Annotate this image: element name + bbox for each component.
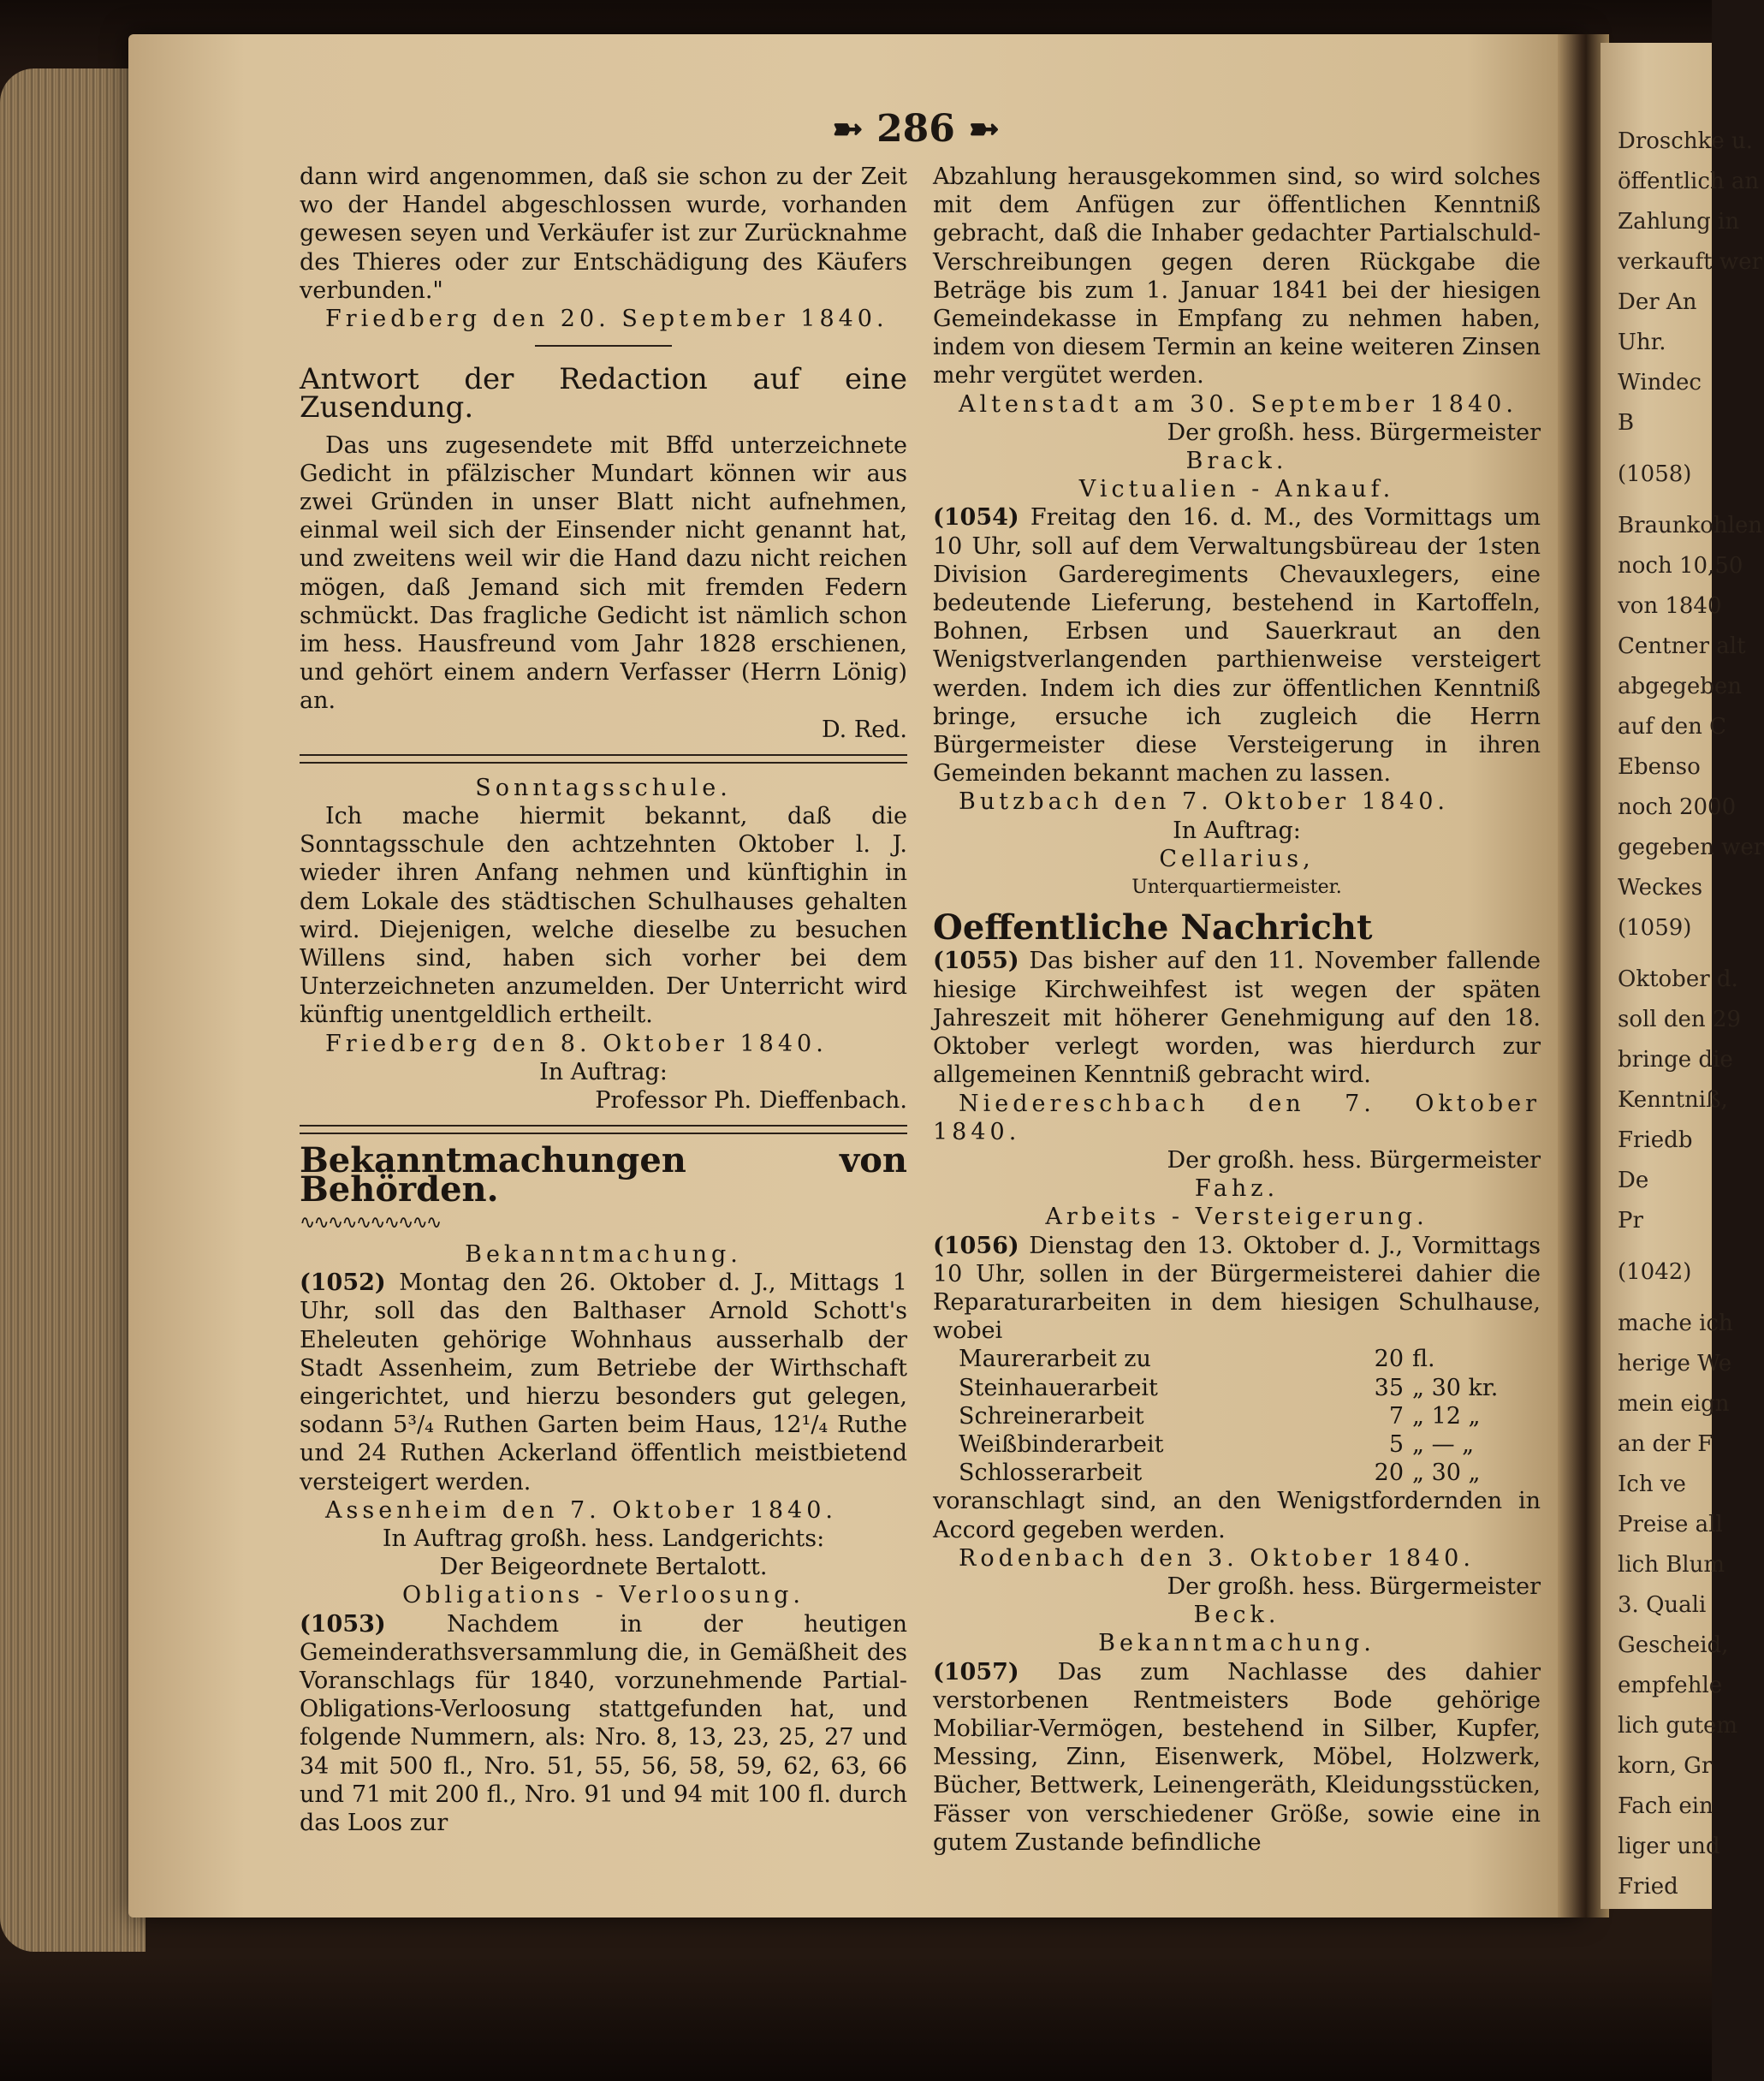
- section-heading: Arbeits - Versteigerung.: [1045, 1204, 1428, 1231]
- signature-place: Assenheim den 7. Oktober 1840.: [325, 1496, 837, 1524]
- section-heading: Antwort der Redaction auf eine Zusendung.: [300, 362, 907, 425]
- signature: Beck.: [1193, 1602, 1280, 1629]
- next-page-text: Kenntniß,: [1618, 1087, 1728, 1113]
- signature-place: Altenstadt am 30. September 1840.: [959, 390, 1518, 418]
- signature: Brack.: [1185, 448, 1288, 475]
- section-heading: Bekanntmachung.: [1098, 1630, 1375, 1657]
- notice-number: (1053): [300, 1610, 386, 1638]
- signature: Der Beigeordnete Bertalott.: [439, 1554, 768, 1581]
- next-page-text: Ebenso: [1618, 754, 1701, 780]
- page-number-text: 286: [876, 107, 955, 151]
- double-divider: [300, 1125, 907, 1134]
- signature: Fahz.: [1194, 1175, 1280, 1203]
- next-page-text: mache ich: [1618, 1311, 1733, 1336]
- cost-item: Steinhauerarbeit: [959, 1374, 1158, 1401]
- notice-text: Dienstag den 13. Oktober d. J., Vormittags 10 Uhr, sollen in der Bürgermeisterei dahier die Reparaturarbeiten in dem hiesigen Schulhause, wobei: [933, 1232, 1541, 1345]
- next-page-text: gegeben wer: [1618, 835, 1764, 860]
- main-heading: Oeffentliche Nachricht: [933, 907, 1373, 948]
- next-page-text: auf den C: [1618, 714, 1727, 740]
- signature-auftrag: In Auftrag:: [1173, 817, 1301, 844]
- right-column: [933, 163, 1541, 1857]
- paragraph: Das uns zugesendete mit Bffd unterzeichnete Gedicht in pfälzischer Mundart können wir aus zwei Gründen in unser Blatt nicht aufnehmen, einmal weil sich der Einsender nicht genannt hat, und zweitens weil wir die Hand dazu nicht reichen mögen, daß Jemand sich mit fremden Federn schmückt. Das fragliche Gedicht ist nämlich schon im hess. Hausfreund vom Jahr 1828 erschienen, und gehört einem andern Verfasser (Herrn Lönig) an.: [300, 431, 907, 715]
- next-page-text: Der An: [1618, 289, 1697, 315]
- next-page-text: Fried: [1618, 1874, 1678, 1900]
- notice-text: Freitag den 16. d. M., des Vormittags um 10 Uhr, soll auf dem Verwaltungsbüreau der 1sten Division Garderegiments Chevauxlegers, eine bedeutende Lieferung, bestehend in Kartoffeln, Bohnen, Erbsen und Sauerkraut an den Wenigstverlangenden parthienweise versteigert werden. Indem ich dies zur öffentlichen Kenntniß bringe, ersuche ich zugleich die Herrn Bürgermeister diese Versteigerung in ihren Gemeinden bekannt machen zu lassen.: [933, 504, 1541, 788]
- notice-text: Nachdem in der heutigen Gemeinderathsversammlung die, in Gemäßheit des Voranschlags für 1840, vorzunehmende Partial-Obligations-Verloosung stattgefunden hat, und folgende Nummern, als: Nro. 8, 13, 23, 25, 27 und 34 mit 500 fl., Nro. 51, 55, 56, 58, 59, 62, 63, 66 und 71 mit 200 fl., Nro. 91 und 94 mit 100 fl. durch das Loos zur: [300, 1610, 907, 1836]
- next-page-text: Oktober d.: [1618, 966, 1738, 992]
- next-page-text: (1058): [1618, 461, 1692, 487]
- cost-row: [959, 1430, 1523, 1459]
- next-page-text: an der F: [1618, 1431, 1714, 1457]
- next-page-text: lich gutem: [1618, 1713, 1738, 1739]
- notice-1053: [300, 1610, 907, 1838]
- signature-place: Friedberg den 8. Oktober 1840.: [325, 1030, 828, 1057]
- cost-row: [959, 1402, 1523, 1430]
- cost-row: [959, 1374, 1523, 1402]
- next-page-text: bringe die: [1618, 1047, 1733, 1073]
- signature-auftrag: In Auftrag:: [539, 1058, 668, 1085]
- next-page-text: Braunkohlen: [1618, 513, 1763, 538]
- next-page-text: Preise all: [1618, 1512, 1723, 1537]
- next-page-text: Uhr.: [1618, 330, 1666, 355]
- next-page-text: Zahlung in: [1618, 209, 1740, 235]
- cost-fl: 35: [1374, 1374, 1404, 1401]
- ornament-left-icon: ➼: [831, 107, 864, 151]
- cost-row: [959, 1345, 1523, 1373]
- next-page-text: empfehle: [1618, 1673, 1723, 1698]
- notice-text: Das bisher auf den 11. November fallende hiesige Kirchweihfest ist wegen der späten Jahreszeit mit höherer Genehmigung auf den 18. Oktober verlegt worden, was hierdurch zur allgemeinen Kenntniß gebracht wird.: [933, 948, 1541, 1089]
- next-page-text: Friedb: [1618, 1127, 1693, 1153]
- page-number: [805, 107, 1027, 151]
- next-page-text: Windec: [1618, 370, 1702, 395]
- cost-fl: 20: [1374, 1460, 1404, 1487]
- next-page-text: De: [1618, 1168, 1649, 1193]
- signature-office: Der großh. hess. Bürgermeister: [1167, 1146, 1541, 1174]
- signature-office: Der großh. hess. Bürgermeister: [1167, 1573, 1541, 1600]
- next-page-text: Gescheid,: [1618, 1632, 1729, 1658]
- next-page-text: (1059): [1618, 915, 1692, 941]
- section-heading: Bekanntmachung.: [465, 1240, 742, 1268]
- next-page-text: korn, Gr: [1618, 1753, 1713, 1779]
- next-page-text: mein eign: [1618, 1391, 1730, 1417]
- next-page-text: Droschke u.: [1618, 128, 1753, 154]
- next-page-text: (1042): [1618, 1259, 1692, 1285]
- cost-kr: „ 30 kr.: [1412, 1374, 1499, 1401]
- next-page-text: Fach ein: [1618, 1793, 1714, 1819]
- signature-place: Butzbach den 7. Oktober 1840.: [959, 788, 1450, 816]
- section-heading: Sonntagsschule.: [475, 774, 732, 801]
- cost-fl: 20: [1374, 1346, 1404, 1373]
- cost-row: [959, 1459, 1523, 1487]
- cost-item: Weißbinderarbeit: [959, 1430, 1164, 1458]
- paragraph: voranschlagt sind, an den Wenigstfordernden in Accord gegeben werden.: [933, 1488, 1541, 1543]
- notice-text: Das zum Nachlasse des dahier verstorbenen Rentmeisters Bode gehörige Mobiliar-Vermögen, bestehend in Silber, Kupfer, Messing, Zinn, Eisenwerk, Möbel, Holzwerk, Bücher, Bettwerk, Leinengeräth, Kleidungsstücken, Fässer von verschiedener Größe, sowie eine in gutem Zustande befindliche: [933, 1658, 1541, 1856]
- section-heading: Obligations - Verloosung.: [402, 1582, 805, 1609]
- next-page-text: verkauft wer: [1618, 249, 1762, 275]
- cost-table: [959, 1345, 1523, 1487]
- signature-place: Niedereschbach den 7. Oktober 1840.: [933, 1090, 1541, 1145]
- cost-item: Maurerarbeit zu: [959, 1346, 1151, 1373]
- notice-1055: [933, 947, 1541, 1089]
- paragraph-continued: dann wird angenommen, daß sie schon zu der Zeit wo der Handel abgeschlossen wurde, vorhanden gewesen seyen und Verkäufer ist zur Zurücknahme des Thieres oder zur Entschädigung des Käufers verbunden.": [300, 164, 907, 304]
- signature-auftrag: In Auftrag großh. hess. Landgerichts:: [382, 1525, 825, 1552]
- main-heading: Bekanntmachungen von Behörden.: [300, 1140, 907, 1210]
- signature-place: Rodenbach den 3. Oktober 1840.: [959, 1544, 1475, 1572]
- next-page-text: liger und: [1618, 1834, 1720, 1859]
- next-page-text: lich Blum: [1618, 1552, 1725, 1578]
- notice-1052: [300, 1269, 907, 1496]
- notice-number: (1056): [933, 1232, 1019, 1259]
- notice-1057: [933, 1658, 1541, 1857]
- cost-kr: „ — „: [1412, 1430, 1475, 1458]
- signature-place: Friedberg den 20. September 1840.: [325, 306, 888, 333]
- signature: D. Red.: [821, 716, 907, 743]
- cost-fl: 7: [1388, 1402, 1404, 1430]
- notice-number: (1055): [933, 948, 1019, 975]
- left-column: [300, 163, 907, 1837]
- notice-number: (1057): [933, 1658, 1019, 1686]
- next-page-text: abgegeben: [1618, 674, 1742, 699]
- next-page-text: noch 2000: [1618, 794, 1737, 820]
- signature: Professor Ph. Dieffenbach.: [595, 1087, 907, 1115]
- next-page-text: soll den 29: [1618, 1007, 1742, 1032]
- signature-title: Unterquartiermeister.: [1131, 877, 1342, 899]
- wavy-ornament-icon: ∿∿∿∿∿∿∿∿∿∿: [300, 1211, 441, 1234]
- next-page-fragment: [1601, 43, 1764, 1909]
- section-heading: Victualien - Ankauf.: [1078, 476, 1395, 503]
- next-page-text: 3. Quali: [1618, 1592, 1707, 1618]
- next-page-text: noch 10,50: [1618, 553, 1743, 579]
- next-page-text: Ich ve: [1618, 1472, 1686, 1497]
- notice-1056: [933, 1232, 1541, 1346]
- next-page-text: herige We: [1618, 1351, 1732, 1376]
- next-page-text: von 1840: [1618, 593, 1722, 619]
- next-page-text: B: [1618, 410, 1635, 436]
- page-stack-edge: [0, 68, 146, 1952]
- cost-item: Schreinerarbeit: [959, 1402, 1144, 1430]
- notice-number: (1052): [300, 1269, 386, 1297]
- paragraph: Ich mache hiermit bekannt, daß die Sonntagsschule den achtzehnten Oktober l. J. wieder ihren Anfang nehmen und künftighin in dem Lokale des städtischen Schulhauses gehalten wird. Diejenigen, welche dieselbe zu besuchen Willens sind, haben sich vorher bei dem Unterzeichneten anzumelden. Der Unterricht wird künftig unentgeldlich ertheilt.: [300, 803, 907, 1029]
- next-page-text: Centner alt: [1618, 633, 1746, 659]
- cost-fl: 5: [1388, 1430, 1404, 1458]
- double-divider: [300, 754, 907, 764]
- divider: [535, 345, 672, 347]
- cost-kr: fl.: [1412, 1346, 1435, 1373]
- cost-kr: „ 30 „: [1412, 1460, 1481, 1487]
- cost-item: Schlosserarbeit: [959, 1460, 1143, 1487]
- notice-1054: [933, 503, 1541, 788]
- signature-office: Der großh. hess. Bürgermeister: [1167, 419, 1541, 446]
- paragraph-continued: Abzahlung herausgekommen sind, so wird solches mit dem Anfügen zur öffentlichen Kenntniß gebracht, daß die Inhaber gedachter Partialschuld-Verschreibungen gegen deren Rückgabe die Beträge bis zum 1. Januar 1841 bei der hiesigen Gemeindekasse in Empfang zu nehmen haben, indem von diesem Termin an keine weiteren Zinsen mehr vergütet werden.: [933, 164, 1541, 389]
- next-page-text: Weckes: [1618, 875, 1703, 901]
- ornament-right-icon: ➼: [968, 107, 1001, 151]
- next-page-text: Pr: [1618, 1208, 1643, 1234]
- notice-text: Montag den 26. Oktober d. J., Mittags 1 Uhr, soll das den Balthaser Arnold Schott's Eheleuten gehörige Wohnhaus ausserhalb der Stadt Assenheim, zum Betriebe der Wirthschaft eingerichtet, und hierzu besonders gut gelegen, sodann 5³/₄ Ruthen Garten beim Haus, 12¹/₄ Ruthe und 24 Ruthen Ackerland öffentlich meistbietend versteigert werden.: [300, 1269, 907, 1495]
- cost-kr: „ 12 „: [1412, 1402, 1481, 1430]
- next-page-text: öffentlich an: [1618, 169, 1760, 194]
- notice-number: (1054): [933, 504, 1019, 532]
- signature: Cellarius,: [1159, 845, 1315, 872]
